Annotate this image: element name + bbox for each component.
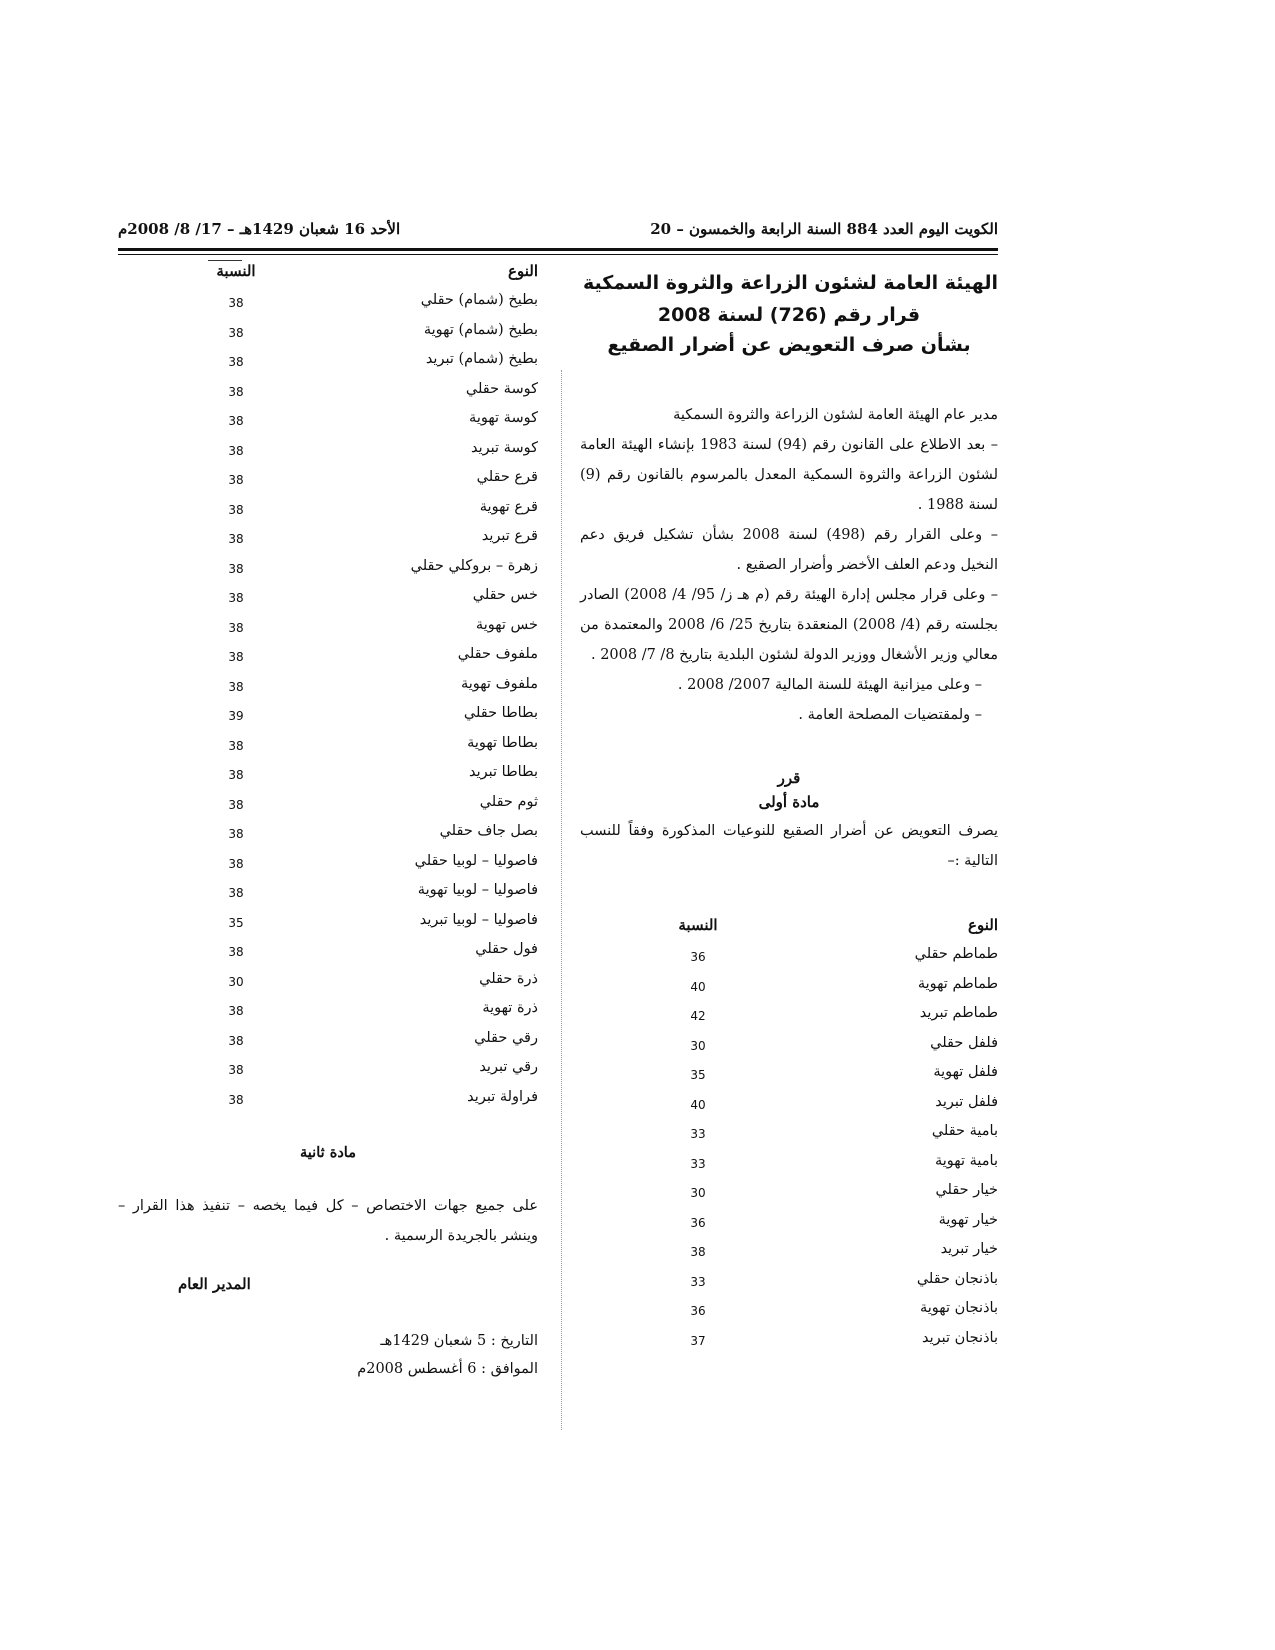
percent-header: النسبة: [678, 916, 718, 934]
table-row: [118, 764, 538, 794]
table-row: [580, 1094, 998, 1124]
table-row: [118, 1000, 538, 1030]
crop-type: بطيخ (شمام) حقلي: [420, 292, 538, 308]
compensation-percent: 33: [690, 1274, 706, 1289]
table-row: [118, 528, 538, 558]
crop-type: ثوم حقلي: [479, 793, 538, 810]
compensation-percent: 38: [228, 414, 244, 428]
header-rule-thick: [118, 248, 998, 251]
rates-table-right: [580, 916, 998, 1359]
signatory: المدير العام: [178, 1275, 251, 1293]
table-row: [118, 322, 538, 352]
crop-type: قرع تهوية: [479, 498, 538, 515]
compensation-percent: 38: [228, 768, 244, 782]
issue-info: الكويت اليوم العدد 884 السنة الرابعة والخمسون – 20: [650, 220, 998, 238]
table-row: [580, 1153, 998, 1183]
crop-type: فول حقلي: [475, 941, 538, 957]
preamble-line: – بعد الاطلاع على القانون رقم (94) لسنة 1983 بإنشاء الهيئة العامة لشئون الزراعة والثروة السمكية المعدل بالمرسوم بالقانون رقم (9) لسنة 1988 .: [580, 437, 999, 513]
compensation-percent: 38: [228, 561, 244, 576]
crop-type: ذرة تهوية: [482, 1000, 538, 1016]
compensation-percent: 38: [228, 355, 244, 369]
decision-dates: [118, 1327, 538, 1383]
preamble-line: مدير عام الهيئة العامة لشئون الزراعة والثروة السمكية: [673, 407, 998, 423]
issue-date: الأحد 16 شعبان 1429هـ – 17/ 8/ 2008م: [118, 220, 401, 238]
table-row: [118, 971, 538, 1001]
table-row: [118, 941, 538, 971]
article2-title: مادة ثانية: [300, 1144, 356, 1161]
compensation-percent: 38: [228, 827, 244, 841]
table-row: [580, 1035, 998, 1065]
compensation-percent: 38: [228, 532, 244, 546]
compensation-percent: 38: [228, 679, 244, 694]
table-row: [118, 823, 538, 853]
table-row: [580, 1212, 998, 1242]
crop-type: ذرة حقلي: [479, 970, 538, 987]
crop-type: بامية تهوية: [935, 1152, 998, 1169]
percent-header: النسبة: [216, 262, 256, 280]
crop-type: فلفل حقلي: [930, 1034, 998, 1051]
compensation-percent: 38: [690, 1245, 706, 1259]
table-row: [118, 676, 538, 706]
table-row: [580, 1300, 998, 1330]
table-row: [580, 1123, 998, 1153]
compensation-percent: 30: [228, 974, 244, 989]
compensation-percent: 35: [228, 915, 244, 930]
crop-type: باذنجان حقلي: [916, 1270, 998, 1287]
crop-type: كوسة تهوية: [469, 410, 538, 426]
table-row: [580, 1330, 998, 1360]
compensation-percent: 38: [228, 1092, 244, 1107]
compensation-percent: 38: [228, 1063, 244, 1077]
crop-type: بامية حقلي: [931, 1123, 998, 1139]
crop-type: قرع تبريد: [481, 528, 538, 544]
compensation-percent: 38: [228, 591, 244, 605]
compensation-percent: 37: [690, 1333, 706, 1348]
date-gregorian: الموافق : 6 أغسطس 2008م: [357, 1361, 538, 1377]
table-row: [118, 1089, 538, 1119]
table-header: [118, 262, 538, 292]
compensation-percent: 33: [690, 1127, 706, 1141]
crop-type: كوسة تبريد: [471, 439, 538, 456]
header-rule-thin: [118, 254, 998, 255]
compensation-percent: 38: [228, 620, 244, 635]
table-row: [118, 587, 538, 617]
table-header: [580, 916, 998, 946]
compensation-percent: 35: [690, 1068, 706, 1082]
compensation-percent: 33: [690, 1156, 706, 1171]
article1-text: يصرف التعويض عن أضرار الصقيع للنوعيات المذكورة وفقاً للنسب التالية :–: [580, 823, 998, 869]
crop-type: بطاطا تبريد: [469, 764, 538, 780]
table-row: [118, 617, 538, 647]
authority-title: الهيئة العامة لشئون الزراعة والثروة السمكية: [583, 272, 998, 294]
table-row: [118, 735, 538, 765]
compensation-percent: 38: [228, 738, 244, 753]
crop-type: فلفل تهوية: [933, 1064, 998, 1080]
compensation-percent: 38: [228, 886, 244, 900]
table-row: [580, 946, 998, 976]
crop-type: خس تهوية: [475, 616, 538, 633]
table-row: [118, 499, 538, 529]
preamble: [580, 400, 998, 730]
table-row: [118, 292, 538, 322]
crop-type: ملفوف حقلي: [457, 646, 538, 662]
crop-type: طماطم تبريد: [919, 1005, 998, 1021]
table-row: [118, 558, 538, 588]
table-row: [118, 853, 538, 883]
left-column: [118, 262, 538, 1383]
compensation-percent: 36: [690, 950, 706, 964]
rates-table-left: [118, 262, 538, 1118]
table-row: [580, 1241, 998, 1271]
crop-type: خيار حقلي: [935, 1182, 998, 1198]
preamble-line: – وعلى القرار رقم (498) لسنة 2008 بشأن تشكيل فريق دعم النخيل ودعم العلف الأخضر وأضرار الصقيع .: [580, 527, 998, 573]
date-hijri: التاريخ : 5 شعبان 1429هـ: [380, 1333, 538, 1349]
compensation-percent: 38: [228, 650, 244, 664]
preamble-line: – وعلى ميزانية الهيئة للسنة المالية 2007/ 2008 .: [677, 677, 982, 693]
crop-type: فلفل تبريد: [935, 1093, 998, 1110]
decision-number: قرار رقم (726) لسنة 2008: [657, 304, 921, 326]
crop-type: باذنجان تبريد: [921, 1329, 998, 1346]
compensation-percent: 40: [690, 979, 706, 994]
compensation-percent: 42: [690, 1009, 706, 1023]
crop-type: كوسة حقلي: [465, 380, 538, 397]
crop-type: ملفوف تهوية: [460, 675, 538, 692]
crop-type: خس حقلي: [472, 587, 538, 603]
compensation-percent: 36: [690, 1215, 706, 1230]
right-column: [580, 272, 998, 1359]
crop-type: قرع حقلي: [476, 469, 538, 485]
compensation-percent: 38: [228, 945, 244, 959]
crop-type: بطيخ (شمام) تهوية: [423, 321, 538, 338]
compensation-percent: 40: [690, 1097, 706, 1112]
table-row: [118, 794, 538, 824]
compensation-percent: 30: [690, 1038, 706, 1053]
table-row: [118, 1030, 538, 1060]
table-row: [118, 351, 538, 381]
crop-type: خيار تهوية: [938, 1211, 998, 1228]
table-row: [118, 882, 538, 912]
crop-type: فاصوليا – لوبيا تبريد: [419, 911, 538, 928]
article2-text: على جميع جهات الاختصاص – كل فيما يخصه – تنفيذ هذا القرار – وينشر بالجريدة الرسمية .: [118, 1198, 538, 1244]
crop-type: خيار تبريد: [940, 1241, 998, 1257]
compensation-percent: 38: [228, 856, 244, 871]
compensation-percent: 38: [228, 1004, 244, 1018]
compensation-percent: 36: [690, 1304, 706, 1318]
compensation-percent: 38: [228, 502, 244, 517]
type-header: النوع: [968, 916, 998, 934]
page-header: [118, 220, 998, 250]
table-row: [118, 469, 538, 499]
table-row: [580, 976, 998, 1006]
table-row: [118, 381, 538, 411]
preamble-line: – ولمقتضيات المصلحة العامة .: [798, 707, 982, 723]
compensation-percent: 30: [690, 1186, 706, 1200]
crop-type: بطاطا تهوية: [467, 734, 538, 751]
crop-type: زهرة – بروكلي حقلي: [410, 557, 538, 574]
table-row: [118, 646, 538, 676]
crop-type: بطاطا حقلي: [463, 705, 538, 721]
compensation-percent: 38: [228, 1033, 244, 1048]
crop-type: رقي حقلي: [474, 1029, 538, 1046]
crop-type: فاصوليا – لوبيا حقلي: [414, 852, 538, 869]
crop-type: فاصوليا – لوبيا تهوية: [417, 882, 538, 898]
table-row: [580, 1182, 998, 1212]
crop-type: باذنجان تهوية: [919, 1300, 998, 1316]
table-row: [118, 410, 538, 440]
crop-type: بطيخ (شمام) تبريد: [425, 351, 538, 367]
table-row: [580, 1271, 998, 1301]
crop-type: طماطم تهوية: [917, 975, 998, 992]
table-row: [580, 1005, 998, 1035]
compensation-percent: 38: [228, 384, 244, 399]
crop-type: فراولة تبريد: [467, 1088, 538, 1105]
small-divider: [208, 260, 242, 261]
compensation-percent: 38: [228, 296, 244, 310]
table-row: [118, 705, 538, 735]
preamble-line: – وعلى قرار مجلس إدارة الهيئة رقم (م هـ ز/ 95/ 4/ 2008) الصادر بجلسته رقم (4/ 2008) المنعقدة بتاريخ 25/ 6/ 2008 والمعتمدة من معالي وزير الأشغال ووزير الدولة لشئون البلدية بتاريخ 8/ 7/ 2008 .: [580, 587, 998, 663]
article1-title: مادة أولى: [758, 793, 820, 811]
compensation-percent: 38: [228, 797, 244, 812]
crop-type: طماطم حقلي: [914, 946, 998, 962]
compensation-percent: 39: [228, 709, 244, 723]
decision-subject: بشأن صرف التعويض عن أضرار الصقيع: [607, 334, 971, 356]
compensation-percent: 38: [228, 325, 244, 340]
table-row: [580, 1064, 998, 1094]
column-divider: [561, 370, 562, 1430]
compensation-percent: 38: [228, 443, 244, 458]
table-row: [118, 912, 538, 942]
decided-label: قرر: [777, 769, 801, 787]
crop-type: رقي تبريد: [479, 1059, 538, 1075]
type-header: النوع: [508, 262, 538, 280]
table-row: [118, 1059, 538, 1089]
table-row: [118, 440, 538, 470]
compensation-percent: 38: [228, 473, 244, 487]
crop-type: بصل جاف حقلي: [439, 823, 538, 839]
